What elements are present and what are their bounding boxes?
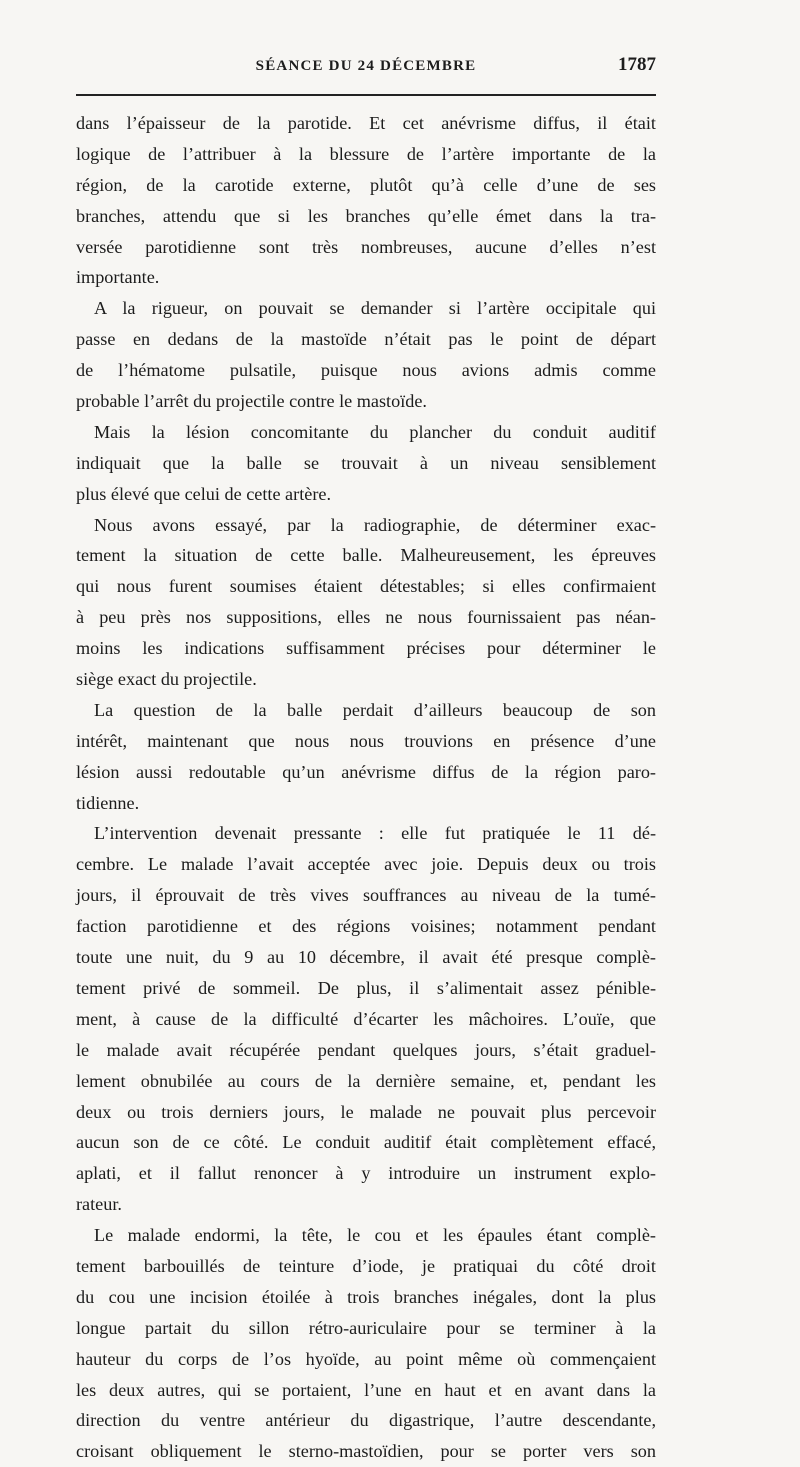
text-line: Nous avons essayé, par la radiographie, de déterminer exac- [94,514,656,535]
text-line: faction parotidienne et des régions voisines; notamment pendant [76,916,656,937]
text-line: Le malade endormi, la tête, le cou et les épaules étant complè- [94,1225,656,1246]
running-head: SÉANCE DU 24 DÉCEMBRE [255,58,477,74]
paragraph [76,108,656,293]
text-line: toute une nuit, du 9 au 10 décembre, il avait été presque complè- [76,947,656,968]
text-line: hauteur du corps de l’os hyoïde, au point même où commençaient [76,1348,656,1369]
text-line: rateur. [76,1194,122,1215]
text-line: siège exact du projectile. [76,669,257,690]
text-line: du cou une incision étoilée à trois branches inégales, dont la plus [76,1286,656,1307]
body-text [76,108,656,1467]
paragraph [76,510,656,695]
text-line: branches, attendu que si les branches qu’elle émet dans la tra- [76,205,656,226]
text-line: cembre. Le malade l’avait acceptée avec joie. Depuis deux ou trois [76,854,656,875]
text-line: jours, il éprouvait de très vives souffrances au niveau de la tumé- [76,885,656,906]
text-line: les deux autres, qui se portaient, l’une en haut et en avant dans la [76,1379,656,1400]
text-line: de l’hématome pulsatile, puisque nous avions admis comme [76,360,656,381]
text-line: tement privé de sommeil. De plus, il s’alimentait assez pénible- [76,977,656,998]
text-line: probable l’arrêt du projectile contre le mastoïde. [76,391,427,412]
text-line: passe en dedans de la mastoïde n’était pas le point de départ [76,329,656,350]
text-line: tement barbouillés de teinture d’iode, je pratiquai du côté droit [76,1255,656,1276]
text-line: qui nous furent soumises étaient détestables; si elles confirmaient [76,576,656,597]
paragraph [76,695,656,819]
text-line: La question de la balle perdait d’ailleurs beaucoup de son [94,699,656,720]
text-line: aplati, et il fallut renoncer à y introduire un instrument explo- [76,1163,656,1184]
text-line: direction du ventre antérieur du digastrique, l’autre descendante, [76,1410,656,1431]
text-line: importante. [76,267,160,288]
text-line: versée parotidienne sont très nombreuses, aucune d’elles n’est [76,236,656,257]
text-line: moins les indications suffisamment précises pour déterminer le [76,638,656,659]
text-line: ment, à cause de la difficulté d’écarter les mâchoires. L’ouïe, que [76,1008,656,1029]
text-line: tidienne. [76,792,140,813]
text-line: aucun son de ce côté. Le conduit auditif était complètement effacé, [76,1132,656,1153]
text-line: plus élevé que celui de cette artère. [76,483,331,504]
paragraph [76,417,656,510]
text-line: région, de la carotide externe, plutôt qu’à celle d’une de ses [76,174,656,195]
text-line: dans l’épaisseur de la parotide. Et cet anévrisme diffus, il était [76,113,656,133]
text-line: lement obnubilée au cours de la dernière semaine, et, pendant les [76,1070,656,1091]
text-line: L’intervention devenait pressante : elle fut pratiquée le 11 dé- [94,823,656,844]
text-line: le malade avait récupérée pendant quelques jours, s’était graduel- [76,1039,656,1060]
text-line: indiquait que la balle se trouvait à un niveau sensiblement [76,452,656,473]
header-rule [76,94,656,96]
paragraph [76,818,656,1220]
text-line: logique de l’attribuer à la blessure de l’artère importante de la [76,143,656,164]
text-line: longue partait du sillon rétro-auriculaire pour se terminer à la [76,1317,656,1338]
text-line: à peu près nos suppositions, elles ne nous fournissaient pas néan- [76,607,656,628]
text-line: deux ou trois derniers jours, le malade ne pouvait plus percevoir [76,1101,656,1122]
page-header [76,52,656,88]
text-line: A la rigueur, on pouvait se demander si l’artère occipitale qui [94,298,656,319]
page-number: 1787 [618,54,656,75]
text-line: tement la situation de cette balle. Malheureusement, les épreuves [76,545,656,566]
text-line: Mais la lésion concomitante du plancher du conduit auditif [94,421,656,442]
text-line: intérêt, maintenant que nous nous trouvions en présence d’une [76,730,656,751]
text-line: croisant obliquement le sterno-mastoïdien, pour se porter vers son [76,1441,656,1462]
paragraph [76,1220,656,1467]
text-line: lésion aussi redoutable qu’un anévrisme diffus de la région paro- [76,761,656,782]
paragraph [76,293,656,417]
